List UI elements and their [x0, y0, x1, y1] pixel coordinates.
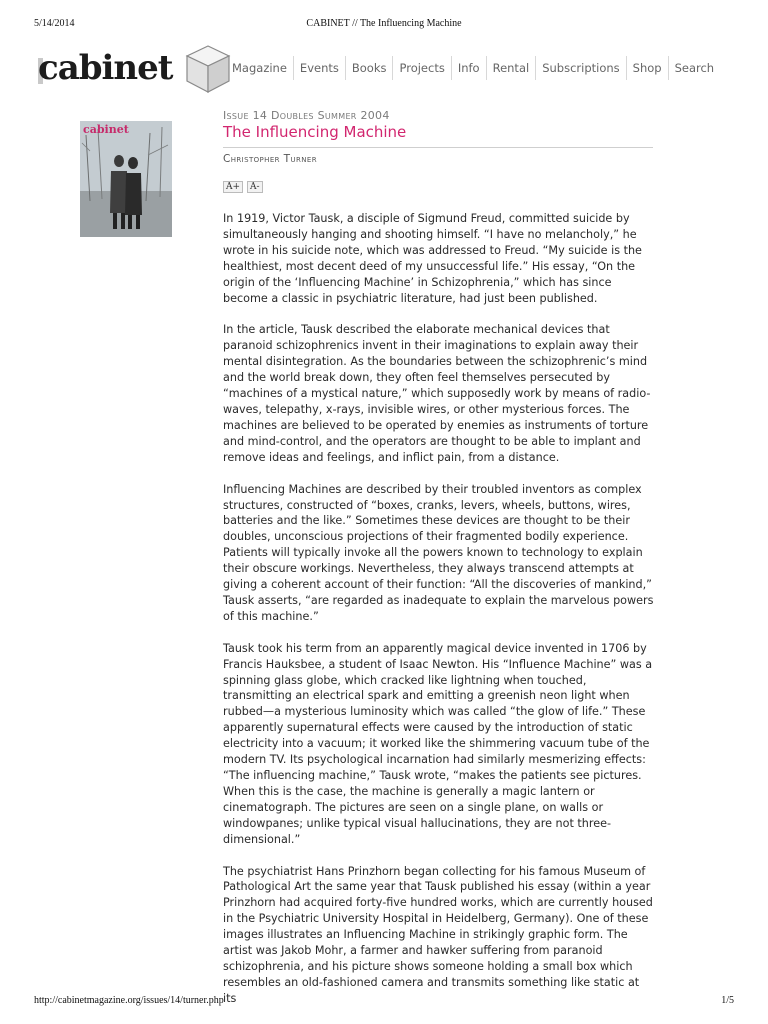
nav-magazine[interactable]: Magazine	[232, 61, 287, 75]
article-title: The Influencing Machine	[223, 123, 407, 141]
title-divider	[223, 147, 653, 148]
issue-label[interactable]: Issue 14 Doubles Summer 2004	[223, 109, 390, 122]
cover-masthead: cabinet	[83, 123, 129, 136]
site-logo[interactable]	[38, 44, 228, 94]
nav-books[interactable]: Books	[345, 56, 393, 80]
font-increase-button[interactable]: A+	[223, 181, 243, 193]
print-page-title: CABINET // The Influencing Machine	[306, 18, 462, 29]
article-paragraph: In the article, Tausk described the elaborate mechanical devices that paranoid schizophrenics invent in their imaginations to explain away their mental disintegration. As the boundaries between the schizophrenic’s mind and the world break down, they often feel themselves persecuted by “machines of a mystical nature,” which supposedly work by means of radio-waves, telepathy, x-rays, invisible wires, or other mysterious forces. The machines are believed to be operated by enemies as instruments of torture and mind-control, and the operators are thought to be able to implant and remove ideas and feelings, and inflict pain, from a distance.	[223, 323, 651, 464]
cube-icon	[185, 44, 231, 94]
nav-search[interactable]: Search	[668, 56, 721, 80]
nav-projects[interactable]: Projects	[392, 56, 450, 80]
article-paragraph: In 1919, Victor Tausk, a disciple of Sigmund Freud, committed suicide by simultaneously hanging and shooting himself. “I have no melancholy,” he wrote in his suicide note, which was addressed to Freud. “My suicide is the healthiest, most decent deed of my unsuccessful life.” His essay, “On the origin of the ‘Influencing Machine’ in Schizophrenia,” which has since become a classic in psychiatric literature, had just been published.	[223, 212, 642, 305]
main-nav	[226, 56, 720, 80]
nav-rental[interactable]: Rental	[486, 56, 536, 80]
nav-shop[interactable]: Shop	[626, 56, 668, 80]
article-paragraph: The psychiatrist Hans Prinzhorn began collecting for his famous Museum of Pathological Art the same year that Tausk published his essay (within a year Prinzhorn had acquired forty-five hundred works, which are currently housed in the Psychiatric University Hospital in Heidelberg, Germany). One of these images illustrates an Influencing Machine in strikingly graphic form. The artist was Jakob Mohr, a farmer and hawker suffering from paranoid schizophrenia, and his picture shows someone holding a small box which resembles an old-fashioned camera and transmits something like static at its	[223, 864, 653, 1005]
logo-wordmark: cabinet	[38, 48, 173, 88]
nav-events[interactable]: Events	[293, 56, 345, 80]
print-footer	[34, 995, 734, 1009]
article-body	[223, 211, 655, 1023]
nav-subscriptions[interactable]: Subscriptions	[535, 56, 625, 80]
print-url: http://cabinetmagazine.org/issues/14/turner.php	[34, 995, 224, 1006]
article-paragraph: Influencing Machines are described by their troubled inventors as complex structures, constructed of “boxes, cranks, levers, wheels, buttons, wires, batteries and the like.” Sometimes these devices are thought to be their doubles, unconscious projections of their fragmented bodily experience. Patients will typically invoke all the powers known to technology to explain their obscure workings. Nevertheless, they always transcend attempts at giving a coherent account of their function: “All the discoveries of mankind,” Tausk asserts, “are regarded as inadequate to explain the marvelous powers of this machine.”	[223, 482, 654, 623]
print-page-number: 1/5	[721, 995, 734, 1006]
font-decrease-button[interactable]: A-	[247, 181, 263, 193]
nav-info[interactable]: Info	[451, 56, 486, 80]
font-size-controls	[223, 181, 263, 193]
print-header	[34, 18, 734, 32]
cover-photo	[80, 121, 172, 237]
article-author[interactable]: Christopher Turner	[223, 153, 317, 165]
print-date: 5/14/2014	[34, 18, 75, 29]
issue-cover-image[interactable]	[80, 121, 172, 237]
article-paragraph: Tausk took his term from an apparently magical device invented in 1706 by Francis Hauksbee, a student of Isaac Newton. His “Influence Machine” was a spinning glass globe, which cracked like lightning when touched, transmitting an electrical spark and emitting a greenish neon light when rubbed—a mysterious luminosity which was called “the glow of life.” These apparently supernatural effects were caused by the introduction of static electricity into a vacuum; it worked like the shimmering vacuum tube of the modern TV. Its psychological incarnation had similarly mesmerizing effects: “The influencing machine,” Tausk wrote, “makes the patients see pictures. When this is the case, the machine is generally a magic lantern or cinematograph. The pictures are seen on a single plane, on walls or windowpanes; unlike typical visual hallucinations, they are not three-dimensional.”	[223, 641, 653, 846]
